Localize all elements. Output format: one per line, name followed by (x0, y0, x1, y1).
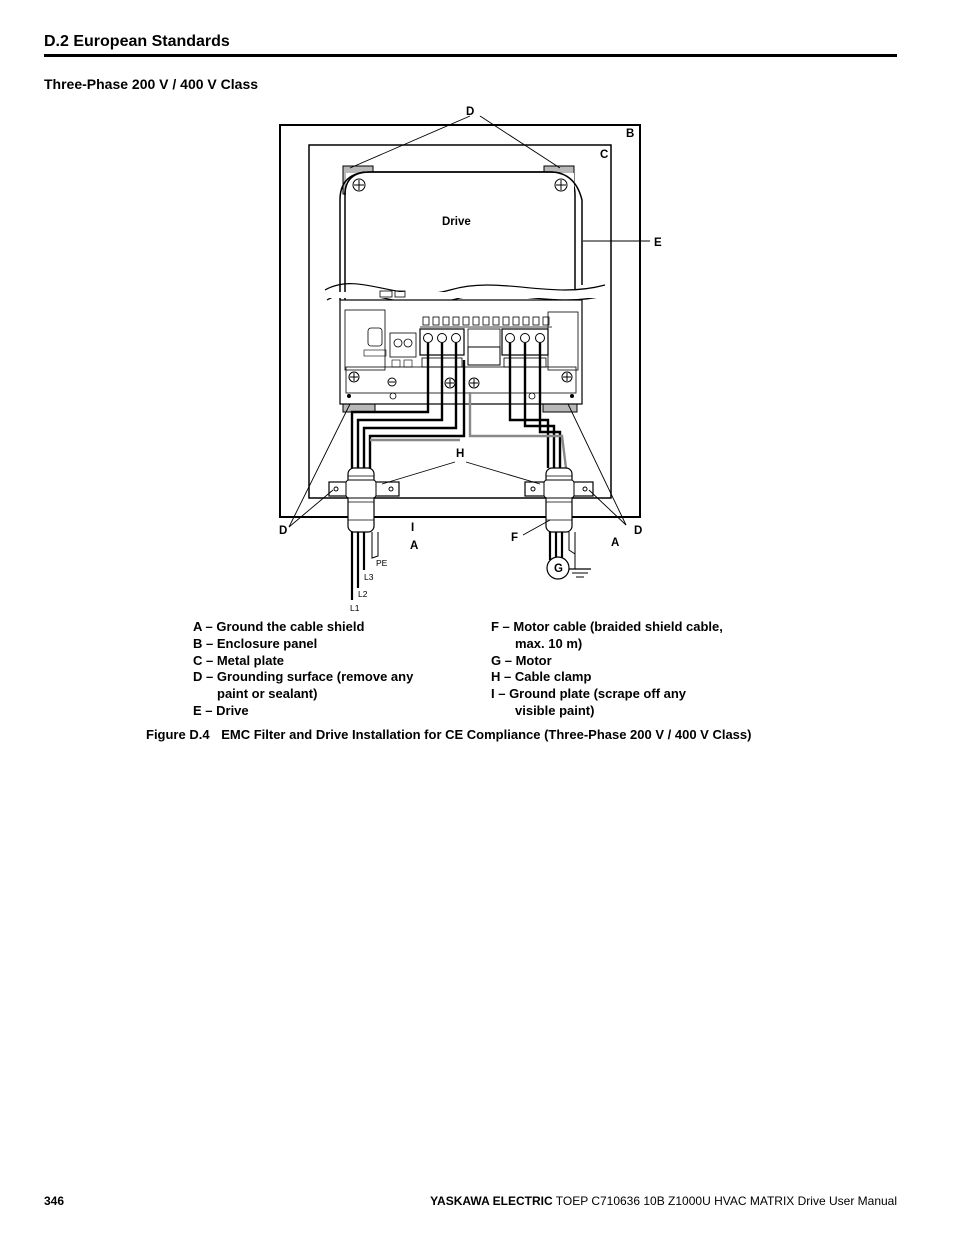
label-l2: L2 (358, 589, 368, 599)
figure-caption-text: EMC Filter and Drive Installation for CE Compliance (Three-Phase 200 V / 400 V Class) (221, 727, 752, 742)
screw-icon (353, 179, 365, 191)
footer-brand: YASKAWA ELECTRIC (430, 1194, 553, 1208)
label-c: C (600, 149, 609, 161)
shield-ground-lead (372, 532, 378, 558)
label-g: G (554, 563, 563, 575)
figure-number: Figure D.4 (146, 727, 210, 742)
label-a-left: A (410, 540, 419, 552)
terminal-cover (468, 347, 500, 365)
label-d-right: D (634, 525, 643, 537)
label-drive: Drive (442, 216, 471, 228)
label-l1: L1 (350, 603, 360, 613)
legend-item-g: G – Motor (491, 652, 552, 668)
label-pe: PE (376, 558, 388, 568)
screw-icon (562, 372, 572, 382)
legend-item-b: B – Enclosure panel (193, 635, 318, 651)
motor-cable-shield (546, 468, 572, 532)
cable-clamp-left (329, 480, 399, 498)
label-a-right: A (611, 537, 620, 549)
label-h: H (456, 448, 465, 460)
legend-left (193, 619, 413, 720)
section-title: D.2 European Standards (44, 33, 230, 50)
label-e: E (654, 237, 662, 249)
legend-item-i: I – Ground plate (scrape off any (491, 686, 687, 702)
footer-doc-title: TOEP C710636 10B Z1000U HVAC MATRIX Drive User Manual (555, 1194, 897, 1208)
label-f: F (511, 532, 519, 544)
legend-item-h: H – Cable clamp (491, 669, 592, 685)
screw-icon (388, 378, 396, 386)
motor-leads (550, 532, 562, 560)
legend-item-e: E – Drive (193, 702, 249, 718)
legend-right (491, 619, 723, 720)
legend-item-d-cont: paint or sealant) (217, 686, 318, 702)
footer-document-info (430, 1194, 897, 1208)
label-d-top: D (466, 106, 475, 118)
screw-icon (555, 179, 567, 191)
label-b: B (626, 128, 635, 140)
legend-item-f-cont: max. 10 m) (515, 635, 583, 651)
figure-caption (146, 727, 751, 742)
input-cable-shield (348, 468, 374, 532)
label-i: I (411, 522, 415, 534)
legend-item-f: F – Motor cable (braided shield cable, (491, 619, 723, 634)
legend-item-c: C – Metal plate (193, 652, 285, 668)
legend-item-i-cont: visible paint) (515, 702, 595, 718)
subsection-title: Three-Phase 200 V / 400 V Class (44, 76, 259, 92)
legend-item-a: A – Ground the cable shield (193, 619, 365, 634)
legend-item-d: D – Grounding surface (remove any (193, 669, 414, 685)
label-l3: L3 (364, 572, 374, 582)
screw-icon (349, 372, 359, 382)
page-number: 346 (44, 1194, 65, 1208)
label-d-left: D (279, 525, 288, 537)
